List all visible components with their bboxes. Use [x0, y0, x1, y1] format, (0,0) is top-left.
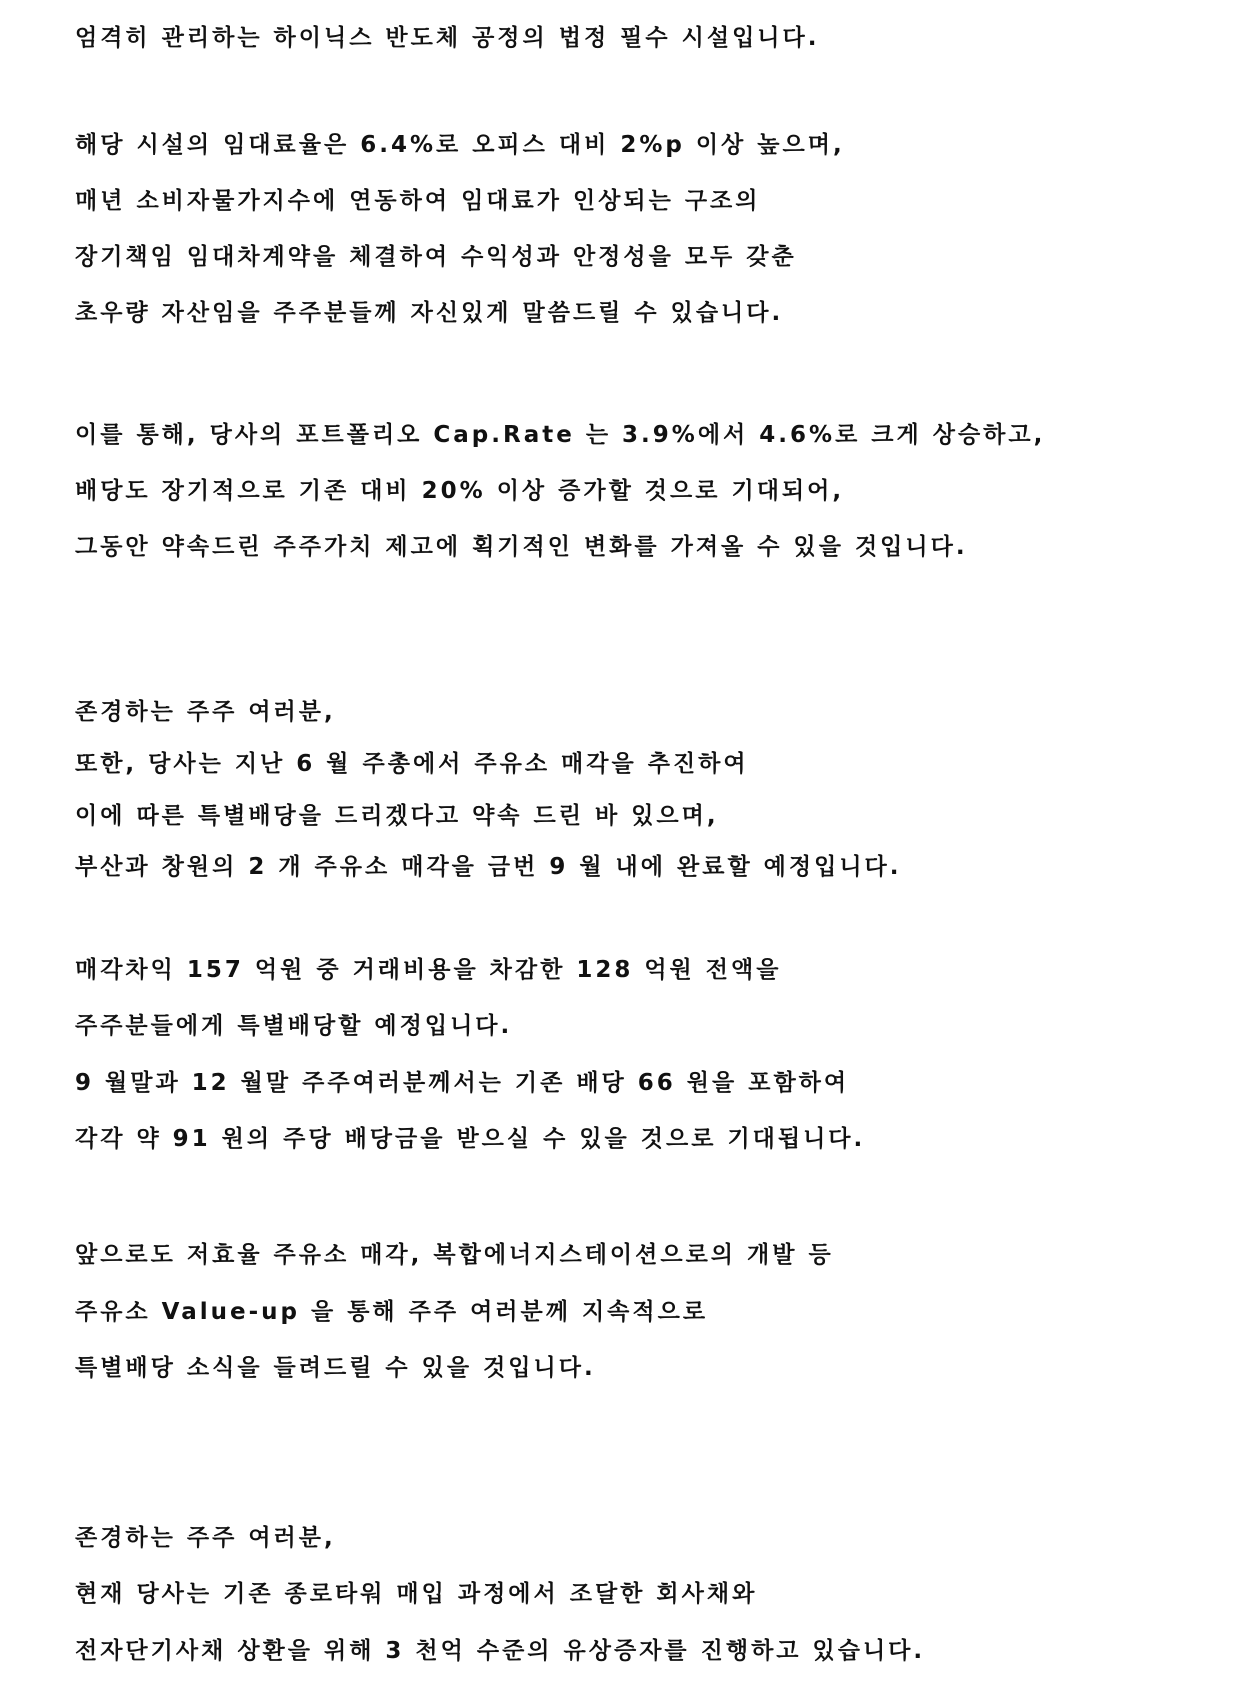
- text-line: 이에 따른 특별배당을 드리겠다고 약속 드린 바 있으며,: [75, 803, 719, 829]
- text-line: 부산과 창원의 2 개 주유소 매각을 금번 9 월 내에 완료할 예정입니다.: [75, 854, 902, 880]
- greeting-line: 존경하는 주주 여러분,: [75, 699, 336, 725]
- text-line: 해당 시설의 임대료율은 6.4%로 오피스 대비 2%p 이상 높으며,: [75, 132, 845, 158]
- text-line: 주주분들에게 특별배당할 예정입니다.: [75, 1013, 513, 1039]
- greeting-line: 존경하는 주주 여러분,: [75, 1525, 336, 1551]
- text-line: 배당도 장기적으로 기존 대비 20% 이상 증가할 것으로 기대되어,: [75, 478, 845, 504]
- text-line: 전자단기사채 상환을 위해 3 천억 수준의 유상증자를 진행하고 있습니다.: [75, 1638, 926, 1664]
- text-line: 매각차익 157 억원 중 거래비용을 차감한 128 억원 전액을: [75, 957, 782, 983]
- text-line: 장기책임 임대차계약을 체결하여 수익성과 안정성을 모두 갖춘: [75, 244, 797, 270]
- text-line: 9 월말과 12 월말 주주여러분께서는 기존 배당 66 원을 포함하여: [75, 1070, 850, 1096]
- text-line: 초우량 자산임을 주주분들께 자신있게 말씀드릴 수 있습니다.: [75, 300, 784, 326]
- text-line: 특별배당 소식을 들려드릴 수 있을 것입니다.: [75, 1355, 596, 1381]
- text-line: 매년 소비자물가지수에 연동하여 임대료가 인상되는 구조의: [75, 188, 761, 214]
- text-line: 앞으로도 저효율 주유소 매각, 복합에너지스테이션으로의 개발 등: [75, 1242, 834, 1268]
- text-line: 그동안 약속드린 주주가치 제고에 획기적인 변화를 가져올 수 있을 것입니다.: [75, 534, 968, 560]
- text-line: 현재 당사는 기존 종로타워 매입 과정에서 조달한 회사채와: [75, 1581, 758, 1607]
- text-line: 이를 통해, 당사의 포트폴리오 Cap.Rate 는 3.9%에서 4.6%로 크게 상승하고,: [75, 422, 1046, 448]
- text-line: 주유소 Value-up 을 통해 주주 여러분께 지속적으로: [75, 1299, 709, 1325]
- text-line: 또한, 당사는 지난 6 월 주총에서 주유소 매각을 추진하여: [75, 751, 749, 777]
- text-line: 엄격히 관리하는 하이닉스 반도체 공정의 법정 필수 시설입니다.: [75, 25, 820, 51]
- text-line: 각각 약 91 원의 주당 배당금을 받으실 수 있을 것으로 기대됩니다.: [75, 1126, 866, 1152]
